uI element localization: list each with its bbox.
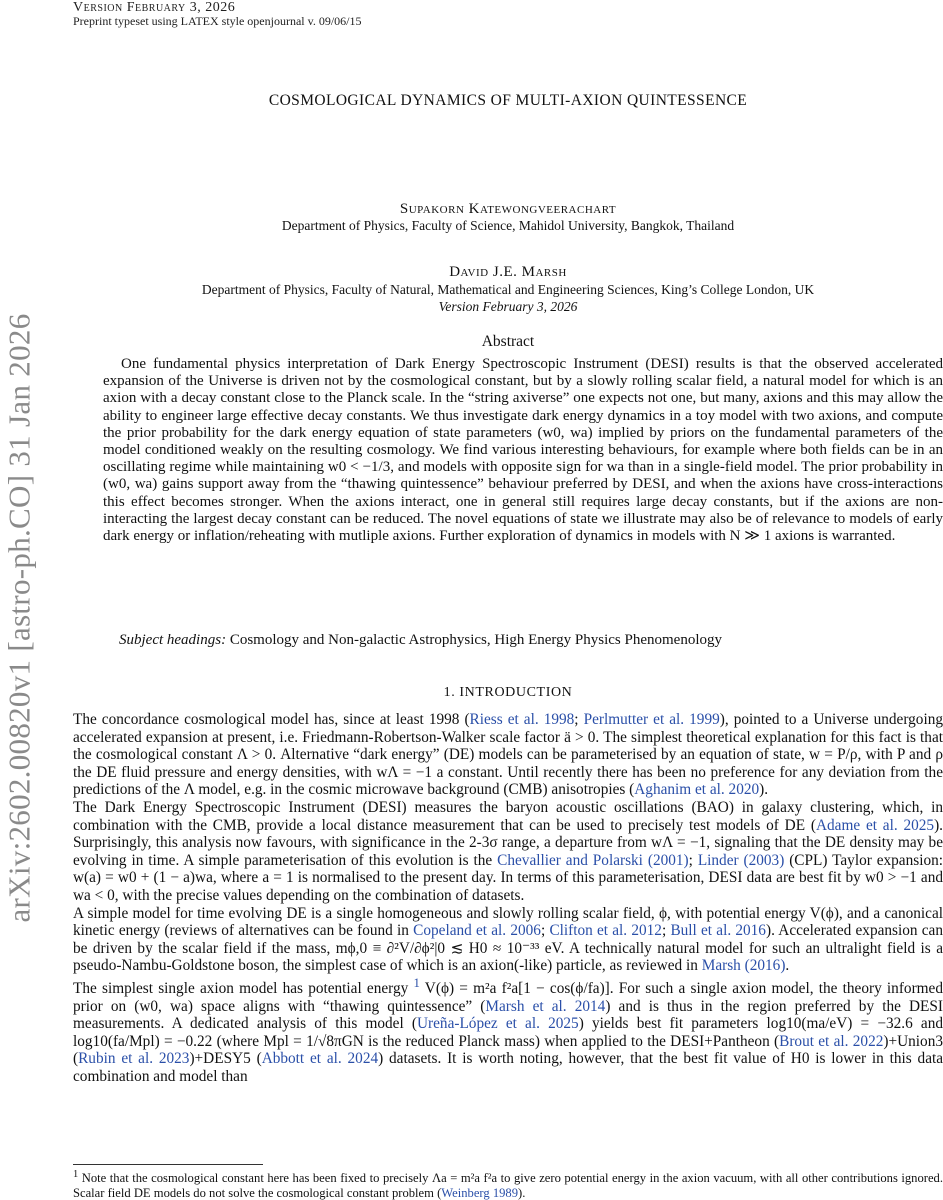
version-header: Version February 3, 2026 — [73, 0, 236, 15]
citation-link[interactable]: Abbott et al. 2024 — [261, 1050, 379, 1068]
introduction-body — [73, 711, 943, 1086]
citation-link[interactable]: Marsh (2016) — [701, 957, 786, 975]
text-run: ). — [759, 781, 769, 799]
footnote-marker[interactable]: 1 — [413, 975, 420, 990]
text-run: ). Accelerated expansion can be driven by the scalar field if the mass, mϕ,0 ≡ ∂²V/∂ϕ²|0 ≲ H0 ≈ 10⁻³³ eV. A technically natural model for such an ultralight field is a pseudo-Nambu-Goldstone boson, the simplest case of which is an axion(-like) particle, as reviewed in — [73, 922, 943, 975]
citation-link[interactable]: Marsh et al. 2014 — [485, 997, 606, 1015]
paragraph — [73, 799, 943, 905]
footnote-divider — [73, 1164, 263, 1165]
text-run: The simplest single axion model has potential energy — [73, 980, 414, 997]
abstract-text: One fundamental physics interpretation of Dark Energy Spectroscopic Instrument (DESI) results is that the observed accelerated expansion of the Universe is driven not by the cosmological constant, but by a slowly rolling scalar field, a natural model for which is an axion with a decay constant close to the Planck scale. In the “string axiverse” one expects not one, but many, axions and this may allow the ability to engineer large effective decay constants. We thus investigate dark energy dynamics in a toy model with two axions, and compute the prior probability for the dark energy equation of state parameters (w0, wa) implied by priors on the fundamental parameters of the model conditioned weakly on the resulting cosmology. We find various interesting behaviours, for example where both fields can be in an oscillating regime while maintaining w0 < −1/3, and models with opposite sign for wa than in a single-field model. The prior probability in (w0, wa) gains support away from the “thawing quintessence” behaviour preferred by DESI, and when the axions have cross-interactions this effect becomes stronger. When the axions interact, one in general still requires large decay constants, but if the axions are non-interacting the largest decay constant can be reduced. The novel equations of state we illustrate may also be of relevance to models of early dark energy or inflation/reheating with mutliple axions. Further exploration of dynamics in models with N ≫ 1 axions is warranted. — [103, 356, 943, 545]
text-run: The concordance cosmological model has, since at least 1998 ( — [73, 711, 470, 728]
subject-headings — [119, 632, 722, 649]
text-run: )+Union3 ( — [73, 1032, 943, 1068]
paragraph — [73, 905, 943, 975]
arxiv-identifier-stamp — [0, 262, 38, 974]
text-run: ) yields best fit parameters log10(ma/eV) = −32.6 and log10(fa/Mpl) = −0.22 (where Mpl = 1/√8πGN is the reduced Planck mass) when applied to the DESI+Pantheon ( — [73, 1015, 943, 1050]
citation-link[interactable]: Riess et al. 1998 — [469, 711, 575, 728]
citation-link[interactable]: Linder (2003) — [697, 851, 785, 869]
version-date: Version February 3, 2026 — [438, 299, 578, 314]
text-run: ; — [688, 851, 698, 869]
arxiv-stamp-text: arXiv:2602.00820v1 [astro-ph.CO] 31 Jan 2026 — [1, 313, 37, 923]
citation-link[interactable]: Weinberg 1989 — [441, 1186, 519, 1200]
footnote — [73, 1167, 943, 1200]
preprint-note: Preprint typeset using LATEX style openjournal v. 09/06/15 — [73, 14, 362, 28]
author-name: Supakorn Katewongveerachart — [399, 201, 617, 217]
footnote-marker: 1 — [73, 1169, 79, 1180]
text-run: . — [785, 957, 790, 975]
text-run: V(ϕ) = m²a f²a[1 − cos(ϕ/fa)]. For such a single axion model, the theory informed prior on (w0, wa) space aligns with “thawing quintessence” ( — [73, 980, 943, 1015]
text-run: The Dark Energy Spectroscopic Instrument (DESI) measures the baryon acoustic oscillations (BAO) in galaxy clustering, which, in combination with the CMB, provide a local distance measurement that can be used to precisely test models of DE ( — [73, 798, 943, 834]
text-run: ) and is thus in the region preferred by the DESI measurements. A dedicated analysis of this model ( — [73, 997, 943, 1033]
citation-link[interactable]: Aghanim et al. 2020 — [634, 781, 760, 799]
text-run: ; — [661, 922, 671, 940]
subject-headings-value: Cosmology and Non-galactic Astrophysics, High Energy Physics Phenomenology — [229, 632, 722, 648]
author-name: David J.E. Marsh — [449, 264, 567, 280]
text-run: ). Surprisingly, this analysis now favours, with significance in the 2-3σ range, a departure from wΛ = −1, signaling that the DE density may be evolving in time. A simple parameterisation of this evolution is the — [73, 816, 943, 869]
subject-headings-label: Subject headings: — [119, 632, 227, 648]
text-run: (CPL) Taylor expansion: w(a) = w0 + (1 − a)wa, where a = 1 is normalised to the present day. In terms of this parameterisation, DESI data are best fit by w0 > −1 and wa < 0, with the precise values depending on the combination of datasets. — [73, 851, 943, 904]
citation-link[interactable]: Brout et al. 2022 — [779, 1032, 884, 1050]
text-run: ; — [574, 711, 584, 728]
citation-link[interactable]: Rubin et al. 2023 — [78, 1050, 190, 1068]
citation-link[interactable]: Chevallier and Polarski (2001) — [497, 851, 689, 869]
abstract-heading: Abstract — [481, 333, 535, 350]
text-run: )+DESY5 ( — [189, 1050, 262, 1068]
author-affiliation: Department of Physics, Faculty of Science, Mahidol University, Bangkok, Thailand — [281, 218, 735, 233]
citation-link[interactable]: Perlmutter et al. 1999 — [583, 711, 720, 728]
citation-link[interactable]: Bull et al. 2016 — [670, 922, 766, 940]
text-run: ). — [518, 1186, 526, 1200]
text-run: Note that the cosmological constant here has been fixed to precisely Λa = m²a f²a to give zero potential energy in the axion vacuum, with all other contributions ignored. Scalar field DE models do not solve the cosmological constant problem ( — [73, 1171, 943, 1200]
author-affiliation: Department of Physics, Faculty of Natural, Mathematical and Engineering Sciences, King’s College London, UK — [201, 282, 815, 297]
text-run: A simple model for time evolving DE is a single homogeneous and slowly rolling scalar field, ϕ, with potential energy V(ϕ), and a canonical kinetic energy (reviews of alternatives can be found in — [73, 904, 943, 940]
text-run: ), pointed to a Universe undergoing accelerated expansion at present, i.e. Friedmann-Robertson-Walker scale factor ä > 0. The simplest theoretical explanation for this fact is that the cosmological constant Λ > 0. Alternative “dark energy” (DE) models can be parameterised by an equation of state, w = P/ρ, with P and ρ the DE fluid pressure and energy densities, with wΛ = −1 a constant. Until recently there has been no preference for any deviation from the predictions of the Λ model, e.g. in the cosmic microwave background (CMB) anisotropies ( — [73, 711, 943, 799]
citation-link[interactable]: Ureña-López et al. 2025 — [416, 1015, 579, 1033]
paragraph — [73, 975, 943, 1086]
citation-link[interactable]: Clifton et al. 2012 — [549, 922, 662, 940]
text-run: ; — [540, 922, 550, 940]
text-run: ) datasets. It is worth noting, however, that the best fit value of H0 is lower in this data combination and model than — [73, 1050, 943, 1085]
citation-link[interactable]: Adame et al. 2025 — [815, 816, 935, 834]
paper-title: COSMOLOGICAL DYNAMICS OF MULTI-AXION QUINTESSENCE — [268, 92, 748, 109]
citation-link[interactable]: Copeland et al. 2006 — [413, 922, 541, 940]
section-heading-introduction: 1. INTRODUCTION — [443, 685, 573, 700]
paragraph — [73, 711, 943, 799]
